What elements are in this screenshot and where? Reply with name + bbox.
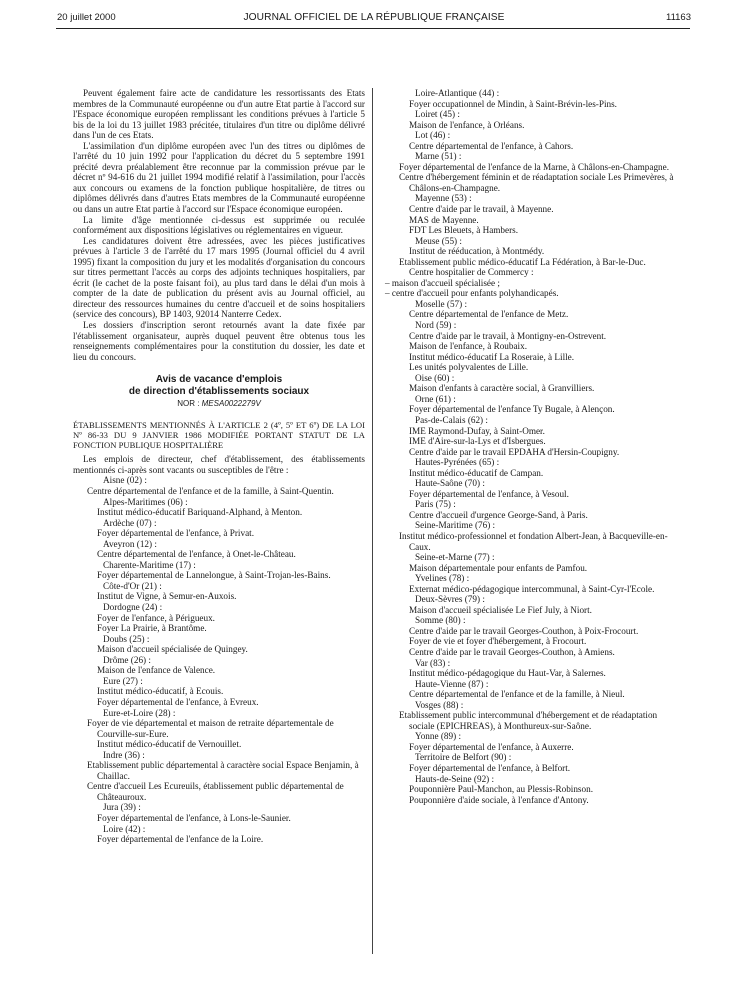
paragraph: Les candidatures doivent être adressées, avec les pièces justificatives prévues à l'article 3 de l'arrêté du 17 mars 1995 (Journal officiel du 4 avril 1995) fixant la composition du jury et les modalités d'organisation du concours sur titres permettant l'accès au corps des adjoints techniques hospitaliers, par écrit (le cachet de la poste faisant foi), au plus tard dans le délai d'un mois à compter de la date de publication du présent avis au Journal officiel, au directeur des ressources humaines du centre d'accueil et de soins hospitaliers (service des concours), BP 1403, 92014 Nanterre Cedex.	[73, 235, 365, 320]
establishment-entry: Centre départemental de l'enfance, à Onet-le-Château.	[97, 549, 296, 560]
establishment-entry: Foyer de vie et foyer d'hébergement, à Frocourt.	[409, 636, 587, 647]
establishment-list-right	[385, 88, 681, 805]
department-heading: Eure-et-Loire (28) :	[103, 707, 176, 718]
department-heading: Somme (80) :	[415, 615, 466, 626]
column-divider	[372, 88, 373, 954]
establishment-entry: Centre départemental de l'enfance et de la famille, à Saint-Quentin.	[87, 486, 334, 497]
establishment-entry: Foyer occupationnel de Mindin, à Saint-Brévin-les-Pins.	[409, 98, 617, 109]
establishment-entry: Foyer départemental de l'enfance, à Privat.	[97, 528, 255, 539]
establishment-entry: Foyer départemental de l'enfance, à Auxerre.	[409, 741, 574, 752]
establishment-entry: Foyer départemental de l'enfance Ty Bugale, à Alençon.	[409, 404, 615, 415]
establishment-entry: Centre d'aide par le travail, à Mayenne.	[409, 204, 554, 215]
department-heading: Moselle (57) :	[415, 298, 468, 309]
establishment-entry: Maison de l'enfance, à Orléans.	[409, 119, 525, 130]
paragraph: L'assimilation d'un diplôme européen avec l'un des titres ou diplômes de l'arrêté du 10 juin 1992 pour l'application du décret du 5 septembre 1991 précité devra préalablement être reconnue par la commission prévue par le décret nº 94-616 du 21 juillet 1994 modifié relatif à l'assimilation, pour l'accès aux concours ou examens de la fonction publique hospitalière, de titres ou diplômes délivrés dans d'autres Etats membres de la Communauté européenne ou dans un autre Etat partie à l'accord sur l'Espace économique européen.	[73, 140, 365, 215]
establishment-entry: Centre d'aide par le travail Georges-Couthon, à Poix-Frocourt.	[409, 625, 639, 636]
right-column	[385, 88, 681, 805]
establishment-entry: Foyer départemental de l'enfance, à Vesoul.	[409, 488, 569, 499]
department-heading: Hautes-Pyrénées (65) :	[415, 457, 500, 468]
department-heading: Mayenne (53) :	[415, 193, 472, 204]
department-heading: Meuse (55) :	[415, 235, 462, 246]
department-heading: Eure (27) :	[103, 675, 143, 686]
department-heading: Haute-Vienne (87) :	[415, 678, 489, 689]
establishment-entry: Institut médico-éducatif La Roseraie, à Lille.	[409, 351, 575, 362]
department-heading: Drôme (26) :	[103, 654, 151, 665]
department-heading: Pas-de-Calais (62) :	[415, 414, 488, 425]
establishment-entry: Les unités polyvalentes de Lille.	[409, 362, 529, 373]
establishment-entry: Externat médico-pédagogique intercommunal, à Saint-Cyr-l'Ecole.	[409, 583, 655, 594]
establishment-entry: Institut médico-éducatif Bariquand-Alphand, à Menton.	[97, 507, 303, 518]
establishment-entry: Institut médico-éducatif, à Ecouis.	[97, 686, 224, 697]
establishment-entry: Maison de l'enfance, à Roubaix.	[409, 341, 527, 352]
establishment-entry: Centre d'aide par le travail, à Montigny-en-Ostrevent.	[409, 330, 607, 341]
establishment-entry: Institut médico-pédagogique du Haut-Var, à Salernes.	[409, 668, 606, 679]
department-heading: Loire-Atlantique (44) :	[415, 88, 500, 98]
establishment-entry: Foyer départemental de l'enfance, à Belfort.	[409, 763, 571, 773]
department-heading: Charente-Maritime (17) :	[103, 559, 196, 570]
department-heading: Indre (36) :	[103, 749, 145, 760]
establishment-entry: Maison d'accueil spécialisée de Quingey.	[97, 644, 248, 655]
department-heading: Dordogne (24) :	[103, 602, 163, 613]
department-heading: Haute-Saône (70) :	[415, 478, 485, 489]
establishment-entry: Centre d'aide par le travail EPDAHA d'Hersin-Coupigny.	[409, 446, 620, 457]
paragraph: Les dossiers d'inscription seront retournés avant la date fixée par l'établissement organisateur, auprès duquel peuvent être obtenus tous les renseignements complémentaires pour la constitution du dossier, les date et lieu du concours.	[73, 320, 365, 362]
nor-reference	[73, 399, 365, 410]
establishment-entry: Centre d'aide par le travail Georges-Couthon, à Amiens.	[409, 646, 615, 657]
nor-code: MESA0022279V	[201, 399, 261, 409]
paragraph: Peuvent également faire acte de candidature les ressortissants des Etats membres de la Communauté européenne ou d'un autre Etat partie à l'accord sur l'Espace économique européen remplissant les conditions prévues à l'article 5 bis de la loi du 13 juillet 1983 précitée, titulaires d'un titre ou diplôme délivré dans l'un de ces Etats.	[73, 88, 365, 141]
department-heading: Jura (39) :	[103, 802, 141, 813]
establishment-entry: Etablissement public médico-éducatif La Fédération, à Bar-le-Duc.	[399, 256, 646, 267]
left-column	[73, 88, 365, 845]
department-heading: Vosges (88) :	[415, 699, 464, 710]
establishment-entry: Foyer départemental de l'enfance, à Lons-le-Saunier.	[97, 812, 291, 823]
establishment-entry: Maison d'accueil spécialisée Le Fief July, à Niort.	[409, 604, 592, 615]
department-heading: Côte-d'Or (21) :	[103, 580, 162, 591]
establishment-subentry: – maison d'accueil spécialisée ;	[385, 277, 500, 288]
establishment-entry: Etablissement public intercommunal d'hébergement et de réadaptation sociale (EPICHREAS), à Monthureux-sur-Saône.	[399, 710, 658, 731]
establishment-entry: MAS de Mayenne.	[409, 214, 479, 225]
establishment-entry: Institut médico-éducatif de Campan.	[409, 467, 544, 478]
intro-paragraph: Les emplois de directeur, chef d'établissement, des établissements mentionnés ci-après sont vacants ou susceptibles de l'être :	[73, 454, 365, 475]
department-heading: Var (83) :	[415, 657, 451, 668]
establishment-entry: Foyer départemental de l'enfance de la Marne, à Châlons-en-Champagne.	[399, 161, 670, 172]
establishment-entry: Pouponnière Paul-Manchon, au Plessis-Robinson.	[409, 784, 593, 795]
notice-title-line-2: de direction d'établissements sociaux	[128, 385, 310, 397]
establishment-entry: Maison d'enfants à caractère social, à Granvilliers.	[409, 383, 595, 394]
header-title: JOURNAL OFFICIEL DE LA RÉPUBLIQUE FRANÇAISE	[243, 12, 505, 23]
department-heading: Orne (61) :	[415, 393, 456, 404]
establishment-entry: Centre d'accueil d'urgence George-Sand, à Paris.	[409, 509, 588, 520]
department-heading: Ardèche (07) :	[103, 517, 157, 528]
department-heading: Territoire de Belfort (90) :	[415, 752, 512, 763]
department-heading: Nord (59) :	[415, 320, 457, 331]
department-heading: Deux-Sèvres (79) :	[415, 594, 485, 605]
department-heading: Loire (42) :	[103, 823, 146, 834]
establishment-entry: Centre départemental de l'enfance et de la famille, à Nieul.	[409, 689, 625, 700]
establishment-entry: Centre d'hébergement féminin et de réadaptation sociale Les Primevères, à Châlons-en-Champagne.	[399, 172, 674, 193]
establishment-entry: Centre d'accueil Les Ecureuils, établissement public départemental de Châteauroux.	[87, 781, 344, 802]
department-heading: Oise (60) :	[415, 372, 455, 383]
department-heading: Alpes-Maritimes (06) :	[103, 496, 188, 507]
establishment-entry: Etablissement public départemental à caractère social Espace Benjamin, à Chaillac.	[87, 760, 359, 781]
establishments-heading: ÉTABLISSEMENTS MENTIONNÉS À L'ARTICLE 2 (4º, 5º ET 6º) DE LA LOI Nº 86-33 DU 9 JANVIER 1986 MODIFIÉE PORTANT STATUT DE LA FONCTION PUBLIQUE HOSPITALIÈRE	[73, 419, 365, 451]
establishment-entry: Institut médico-professionnel et fondation Albert-Jean, à Bacqueville-en-Caux.	[399, 530, 668, 552]
establishment-entry: Foyer de l'enfance, à Périgueux.	[97, 612, 215, 623]
establishment-entry: Foyer de vie départemental et maison de retraite départementale de Courville-sur-Eure.	[87, 718, 334, 739]
establishment-entry: IME d'Aire-sur-la-Lys et d'Isbergues.	[409, 436, 546, 447]
establishment-entry: Institut médico-éducatif de Vernouillet.	[97, 739, 242, 750]
paragraph: La limite d'âge mentionnée ci-dessus est supprimée ou reculée conformément aux dispositions législatives ou réglementaires en vigueur.	[73, 214, 365, 236]
department-heading: Seine-et-Marne (77) :	[415, 552, 495, 563]
header-page-number: 11163	[665, 12, 691, 23]
department-heading: Hauts-de-Seine (92) :	[415, 773, 495, 784]
establishment-entry: Maison de l'enfance de Valence.	[97, 665, 216, 676]
establishment-entry: Foyer La Prairie, à Brantôme.	[97, 623, 207, 634]
notice-title	[73, 374, 365, 397]
establishment-entry: Foyer départemental de Lannelongue, à Saint-Trojan-les-Bains.	[97, 570, 331, 581]
establishment-subentry: – centre d'accueil pour enfants polyhandicapés.	[385, 288, 559, 299]
establishment-list-left	[73, 475, 365, 844]
establishment-entry: Maison départementale pour enfants de Pamfou.	[409, 562, 588, 573]
department-heading: Yonne (89) :	[415, 731, 462, 742]
department-heading: Aisne (02) :	[103, 475, 147, 486]
establishment-entry: Foyer départemental de l'enfance de la Loire.	[97, 834, 264, 845]
notice-title-line-1: Avis de vacance d'emplois	[155, 374, 283, 386]
nor-label: NOR :	[177, 399, 202, 409]
department-heading: Marne (51) :	[415, 151, 462, 162]
establishment-entry: Centre départemental de l'enfance, à Cahors.	[409, 140, 574, 151]
establishment-entry: Institut de Vigne, à Semur-en-Auxois.	[97, 591, 237, 602]
department-heading: Loiret (45) :	[415, 109, 460, 120]
establishment-entry: Centre hospitalier de Commercy :	[409, 267, 534, 278]
department-heading: Seine-Maritime (76) :	[415, 520, 496, 531]
department-heading: Yvelines (78) :	[415, 573, 470, 584]
header-rule	[56, 28, 690, 29]
establishment-entry: Centre départemental de l'enfance de Metz.	[409, 309, 569, 320]
establishment-entry: IME Raymond-Dufay, à Saint-Omer.	[409, 425, 545, 436]
establishment-entry: Foyer départemental de l'enfance, à Evreux.	[97, 696, 259, 707]
header-date: 20 juillet 2000	[57, 12, 116, 23]
department-heading: Paris (75) :	[415, 499, 456, 510]
department-heading: Lot (46) :	[415, 130, 451, 141]
establishment-entry: Pouponnière d'aide sociale, à l'enfance d'Antony.	[409, 794, 589, 805]
establishment-entry: Institut de rééducation, à Montmédy.	[409, 246, 545, 257]
department-heading: Doubs (25) :	[103, 633, 150, 644]
establishment-entry: FDT Les Bleuets, à Hambers.	[409, 225, 519, 236]
department-heading: Aveyron (12) :	[103, 538, 157, 549]
